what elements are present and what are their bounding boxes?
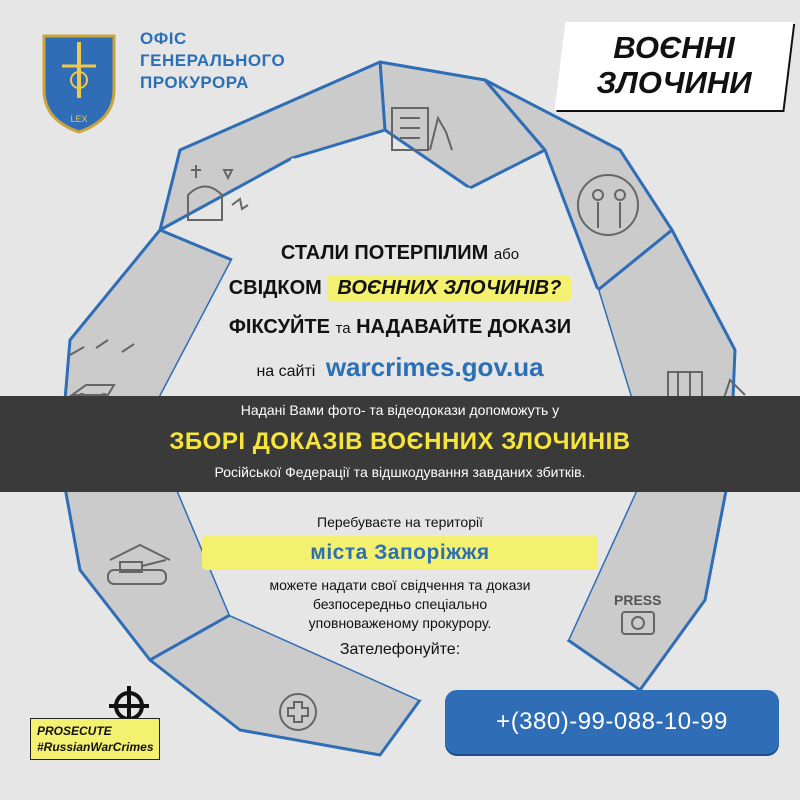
press-label: PRESS bbox=[614, 592, 662, 608]
headline-and: та bbox=[335, 320, 351, 337]
headline-line2 bbox=[160, 277, 640, 300]
contact-info-line2: безпосередньо спеціально bbox=[312, 596, 488, 612]
website-line bbox=[160, 352, 640, 383]
org-title-line1: ОФІС bbox=[140, 29, 187, 48]
band-line2: ЗБОРІ ДОКАЗІВ ВОЄННИХ ЗЛОЧИНІВ bbox=[169, 428, 631, 455]
badge-line1: ВОЄННІ bbox=[613, 30, 735, 65]
org-title-line2: ГЕНЕРАЛЬНОГО bbox=[140, 51, 286, 70]
prosecute-hashtag: #RussianWarCrimes bbox=[37, 740, 154, 754]
band-line3: Російської Федерації та відшкодування завданих збитків. bbox=[214, 464, 586, 480]
prosecutor-emblem-icon bbox=[36, 28, 122, 138]
territory-question: Перебуваєте на території bbox=[317, 514, 483, 530]
headline-line1 bbox=[160, 242, 640, 265]
headline-witness: СВІДКОМ bbox=[228, 277, 322, 299]
contact-info bbox=[240, 576, 560, 633]
svg-text:LEX: LEX bbox=[70, 114, 88, 124]
prosecute-label: PROSECUTE bbox=[37, 724, 112, 738]
war-crimes-badge bbox=[560, 22, 788, 110]
org-title-line3: ПРОКУРОРА bbox=[140, 73, 249, 92]
website-prefix: на сайті bbox=[256, 363, 316, 380]
contact-info-line1: можете надати свої свідчення та докази bbox=[269, 577, 531, 593]
headline-line3 bbox=[160, 316, 640, 339]
headline-or: або bbox=[493, 246, 520, 263]
prosecute-badge bbox=[30, 718, 160, 760]
band-line1: Надані Вами фото- та відеодокази допоможуть у bbox=[240, 402, 560, 418]
headline-record: ФІКСУЙТЕ bbox=[228, 316, 330, 338]
headline-war-crimes-highlight: ВОЄННИХ ЗЛОЧИНІВ? bbox=[327, 275, 571, 301]
organization-title bbox=[140, 28, 340, 94]
headline-victim: СТАЛИ ПОТЕРПІЛИМ bbox=[280, 242, 489, 264]
headline-provide-evidence: НАДАВАЙТЕ ДОКАЗИ bbox=[356, 316, 572, 338]
website-link[interactable]: warcrimes.gov.ua bbox=[325, 352, 544, 382]
contact-info-line3: уповноваженому прокурору. bbox=[308, 615, 492, 631]
badge-line2: ЗЛОЧИНИ bbox=[596, 65, 752, 100]
call-label: Зателефонуйте: bbox=[339, 641, 461, 658]
city-highlight: міста Запоріжжя bbox=[202, 536, 598, 570]
phone-button[interactable]: +(380)-99-088-10-99 bbox=[445, 690, 779, 754]
